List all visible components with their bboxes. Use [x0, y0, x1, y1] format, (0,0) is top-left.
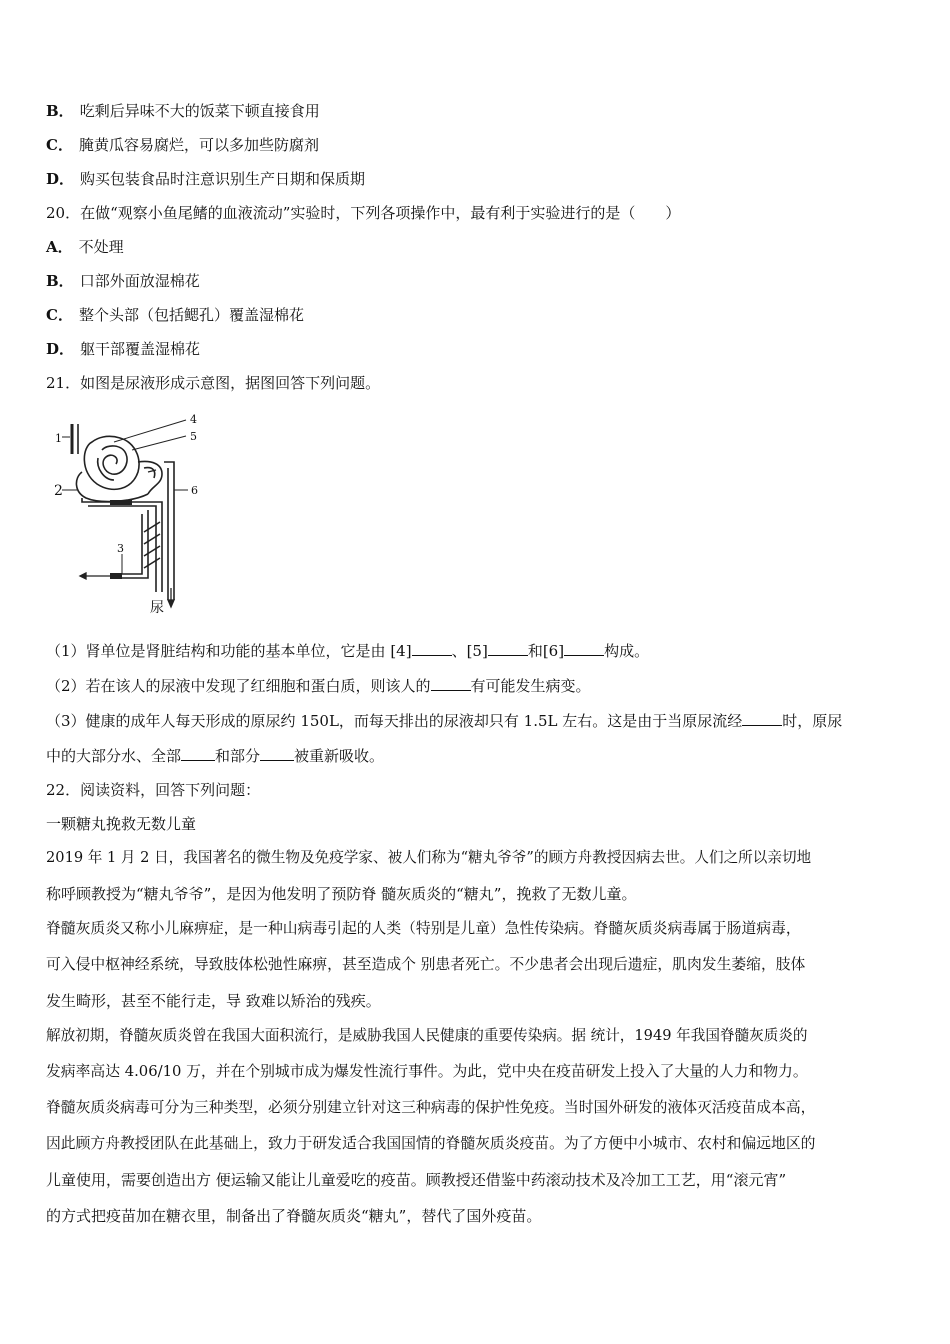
option-text: 吃剩后异味不大的饭菜下顿直接食用	[79, 102, 320, 120]
label-4: 4	[190, 413, 197, 426]
option-text: 躯干部覆盖湿棉花	[80, 340, 201, 358]
q21-sub1	[46, 641, 649, 661]
option-label: A．	[46, 238, 73, 256]
label-1: 1	[55, 432, 62, 445]
q22-line-3: 脊髓灰质炎又称小儿麻痹症，是一种山病毒引起的人类（特别是儿童）急性传染病。脊髓灰质炎病毒属于肠道病毒，	[46, 920, 801, 937]
blank-6	[564, 641, 604, 656]
blank-structure	[742, 711, 782, 726]
sub3-text-5: 被重新吸收。	[294, 747, 385, 765]
label-2: 2	[54, 483, 63, 499]
sub3-text-3: 中的大部分水、全部	[46, 747, 182, 765]
sub1-text-4: 构成。	[604, 642, 650, 660]
q22-line-5: 发生畸形，甚至不能行走，导 致难以矫治的残疾。	[46, 992, 381, 1010]
q20-option-d	[46, 339, 200, 359]
nephron-diagram	[52, 402, 212, 617]
q21-sub3-line1	[46, 711, 842, 731]
q22-line-10: 儿童使用，需要创造出方 便运输又能让儿童爱吃的疫苗。顾教授还借鉴中药滚动技术及冷加工工艺，用“滚元宵”	[46, 1171, 787, 1189]
sub2-text-1: （2）若在该人的尿液中发现了红细胞和蛋白质，则该人的	[46, 677, 431, 695]
q22-line-11: 的方式把疫苗加在糖衣里，制备出了脊髓灰质炎“糖丸”，替代了国外疫苗。	[46, 1207, 542, 1225]
q21-stem: 21．如图是尿液形成示意图，据图回答下列问题。	[46, 374, 381, 392]
label-5: 5	[190, 430, 197, 443]
sub1-text-1: （1）肾单位是肾脏结构和功能的基本单位，它是由 [4]	[46, 642, 412, 660]
q22-line-7: 发病率高达 4.06/10 万，并在个别城市成为爆发性流行事件。为此，党中央在疫苗研发上投入了大量的人力和物力。	[46, 1063, 808, 1080]
sub3-text-4: 和部分	[215, 747, 261, 765]
option-text: 不处理	[78, 238, 124, 256]
blank-4	[412, 641, 452, 656]
blank-substance-1	[181, 746, 215, 761]
q19-option-b	[46, 101, 320, 121]
q20-option-b	[46, 271, 200, 291]
q21-sub3-line2	[46, 746, 384, 766]
option-label: B．	[46, 272, 74, 290]
blank-substance-2	[260, 746, 294, 761]
option-label: D．	[46, 170, 75, 188]
q22-stem: 22．阅读资料，回答下列问题：	[46, 781, 261, 799]
sub3-text-2: 时，原尿	[782, 712, 843, 730]
option-label: B．	[46, 102, 74, 120]
q22-line-1: 2019 年 1 月 2 日，我国著名的微生物及免疫学家、被人们称为“糖丸爷爷”的顾方舟教授因病去世。人们之所以亲切地	[46, 849, 812, 866]
blank-5	[488, 641, 528, 656]
blank-organ	[431, 676, 471, 691]
q22-line-9: 因此顾方舟教授团队在此基础上，致力于研发适合我国国情的脊髓灰质炎疫苗。为了方便中小城市、农村和偏远地区的	[46, 1135, 816, 1152]
option-label: C．	[46, 136, 73, 154]
sub1-text-2: 、[5]	[451, 642, 488, 660]
option-text: 腌黄瓜容易腐烂，可以多加些防腐剂	[78, 136, 319, 154]
q20-stem: 20．在做“观察小鱼尾鳍的血液流动”实验时，下列各项操作中，最有利于实验进行的是（ ）	[46, 204, 681, 222]
option-label: C．	[46, 306, 73, 324]
q21-sub2	[46, 676, 591, 696]
option-label: D．	[46, 340, 75, 358]
option-text: 购买包装食品时注意识别生产日期和保质期	[80, 170, 366, 188]
q22-line-4: 可入侵中枢神经系统，导致肢体松弛性麻痹，甚至造成个 别患者死亡。不少患者会出现后遗症，肌肉发生萎缩，肢体	[46, 956, 806, 973]
q19-option-c	[46, 135, 319, 155]
sub1-text-3: 和[6]	[527, 642, 565, 660]
q20-option-a	[46, 237, 124, 257]
q22-line-2: 称呼顾教授为“糖丸爷爷”，是因为他发明了预防脊 髓灰质炎的“糖丸”，挽救了无数儿童。	[46, 885, 637, 903]
sub3-text-1: （3）健康的成年人每天形成的原尿约 150L，而每天排出的尿液却只有 1.5L 左右。这是由于当原尿流经	[46, 712, 743, 730]
sub2-text-2: 有可能发生病变。	[470, 677, 591, 695]
q22-line-6: 解放初期，脊髓灰质炎曾在我国大面积流行，是威胁我国人民健康的重要传染病。据 统计，1949 年我国脊髓灰质炎的	[46, 1027, 808, 1044]
option-text: 口部外面放湿棉花	[79, 272, 200, 290]
option-text: 整个头部（包括鳃孔）覆盖湿棉花	[78, 306, 304, 324]
q22-line-8: 脊髓灰质炎病毒可分为三种类型，必须分别建立针对这三种病毒的保护性免疫。当时国外研发的液体灭活疫苗成本高，	[46, 1099, 816, 1116]
q20-option-c	[46, 305, 304, 325]
label-3: 3	[117, 542, 124, 555]
label-urine: 尿	[150, 600, 164, 616]
q19-option-d	[46, 169, 365, 189]
label-6: 6	[191, 484, 198, 497]
q22-title: 一颗糖丸挽救无数儿童	[46, 815, 197, 833]
